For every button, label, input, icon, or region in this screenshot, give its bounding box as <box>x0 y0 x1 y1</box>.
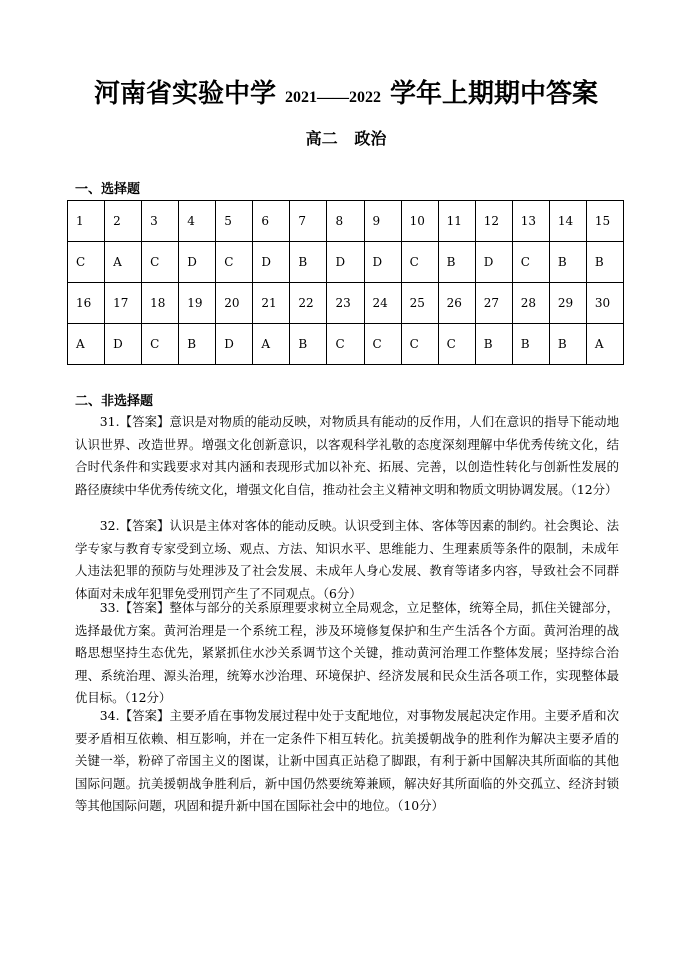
question-number-cell: 11 <box>438 201 475 242</box>
question-number-cell: 3 <box>142 201 179 242</box>
answer-key-cell: B <box>475 324 512 365</box>
answer-key-cell: C <box>438 324 475 365</box>
answer-key-cell: D <box>364 242 401 283</box>
answer-key-cell: B <box>549 324 586 365</box>
answer-key-cell: B <box>438 242 475 283</box>
answer-key-cell: B <box>512 324 549 365</box>
page-title <box>0 76 692 116</box>
answer-key-cell: A <box>253 324 290 365</box>
question-number-cell: 25 <box>401 283 438 324</box>
answer-key-cell: B <box>549 242 586 283</box>
question-number-cell: 18 <box>142 283 179 324</box>
title-prefix: 河南省实验中学 <box>93 79 285 109</box>
answer-key-cell: B <box>290 324 327 365</box>
section-heading-choice: 一、选择题 <box>75 182 141 197</box>
answer-key-cell: C <box>68 242 105 283</box>
answer-key-cell: D <box>253 242 290 283</box>
answer-32: 32.【答案】认识是主体对客体的能动反映。认识受到主体、客体等因素的制约。社会舆论、法学专家与教育专家受到立场、观点、方法、知识水平、思维能力、生理素质等条件的限制，未成年人违法犯罪的预防与处理涉及了社会发展、未成年人身心发展、教育等诸多内容，导致社会不同群体面对未成年犯罪免受刑罚产生了不同观点。（6分） <box>75 518 619 601</box>
question-number-cell: 22 <box>290 283 327 324</box>
page-subtitle: 高二 政治 <box>305 129 387 148</box>
question-number-cell: 20 <box>216 283 253 324</box>
question-number-cell: 2 <box>105 201 142 242</box>
question-number-row <box>68 201 624 242</box>
answer-key-cell: D <box>216 324 253 365</box>
title-years: 2021——2022 <box>285 89 381 106</box>
question-number-cell: 5 <box>216 201 253 242</box>
question-number-cell: 23 <box>327 283 364 324</box>
answer-key-cell: C <box>401 324 438 365</box>
answer-key-cell: C <box>512 242 549 283</box>
title-suffix: 学年上期期中答案 <box>381 79 599 109</box>
answer-key-cell: C <box>216 242 253 283</box>
question-number-cell: 24 <box>364 283 401 324</box>
question-number-cell: 13 <box>512 201 549 242</box>
question-number-cell: 19 <box>179 283 216 324</box>
question-number-row <box>68 283 624 324</box>
answer-key-row <box>68 242 624 283</box>
question-number-cell: 17 <box>105 283 142 324</box>
answer-key-cell: D <box>179 242 216 283</box>
answer-key-cell: A <box>105 242 142 283</box>
answer-key-cell: A <box>68 324 105 365</box>
answer-key-cell: A <box>586 324 623 365</box>
question-number-cell: 14 <box>549 201 586 242</box>
answer-table <box>67 200 624 365</box>
answer-key-cell: D <box>105 324 142 365</box>
question-number-cell: 9 <box>364 201 401 242</box>
answer-key-cell: D <box>327 242 364 283</box>
answer-31: 31.【答案】意识是对物质的能动反映，对物质具有能动的反作用，人们在意识的指导下能动地认识世界、改造世界。增强文化创新意识，以客观科学礼敬的态度深刻理解中华优秀传统文化，结合时代条件和实践要求对其内涵和表现形式加以补充、拓展、完善，以创造性转化与创新性发展的路径赓续中华优秀传统文化，增强文化自信，推动社会主义精神文明和物质文明协调发展。（12分） <box>75 414 619 497</box>
question-number-cell: 15 <box>586 201 623 242</box>
answer-key-cell: C <box>401 242 438 283</box>
answer-key-cell: D <box>475 242 512 283</box>
question-number-cell: 1 <box>68 201 105 242</box>
question-number-cell: 26 <box>438 283 475 324</box>
answer-key-cell: C <box>142 242 179 283</box>
answer-key-row <box>68 324 624 365</box>
question-number-cell: 8 <box>327 201 364 242</box>
question-number-cell: 6 <box>253 201 290 242</box>
answer-key-cell: C <box>364 324 401 365</box>
question-number-cell: 28 <box>512 283 549 324</box>
question-number-cell: 16 <box>68 283 105 324</box>
question-number-cell: 27 <box>475 283 512 324</box>
question-number-cell: 4 <box>179 201 216 242</box>
section-heading-nonchoice: 二、非选择题 <box>75 394 154 409</box>
answer-key-cell: B <box>290 242 327 283</box>
question-number-cell: 7 <box>290 201 327 242</box>
question-number-cell: 10 <box>401 201 438 242</box>
answer-33: 33.【答案】整体与部分的关系原理要求树立全局观念，立足整体，统筹全局，抓住关键部分，选择最优方案。黄河治理是一个系统工程，涉及环境修复保护和生产生活各个方面。黄河治理的战略思想坚持生态优先，紧紧抓住水沙关系调节这个关键，推动黄河治理工作整体发展；坚持综合治理、系统治理、源头治理，统筹水沙治理、环境保护、经济发展和民众生活各项工作，实现整体最优目标。（12分） <box>75 600 619 705</box>
answer-34: 34.【答案】主要矛盾在事物发展过程中处于支配地位，对事物发展起决定作用。主要矛盾和次要矛盾相互依赖、相互影响，并在一定条件下相互转化。抗美援朝战争的胜利作为解决主要矛盾的关键一举，粉碎了帝国主义的图谋，让新中国真正站稳了脚跟，有利于新中国解决其所面临的其他国际问题。抗美援朝战争胜利后，新中国仍然要统筹兼顾，解决好其所面临的外交孤立、经济封锁等其他国际问题，巩固和提升新中国在国际社会中的地位。（10分） <box>75 708 619 813</box>
answer-key-cell: B <box>179 324 216 365</box>
question-number-cell: 12 <box>475 201 512 242</box>
answer-key-cell: C <box>327 324 364 365</box>
answer-key-cell: C <box>142 324 179 365</box>
answer-key-cell: B <box>586 242 623 283</box>
question-number-cell: 29 <box>549 283 586 324</box>
question-number-cell: 30 <box>586 283 623 324</box>
question-number-cell: 21 <box>253 283 290 324</box>
